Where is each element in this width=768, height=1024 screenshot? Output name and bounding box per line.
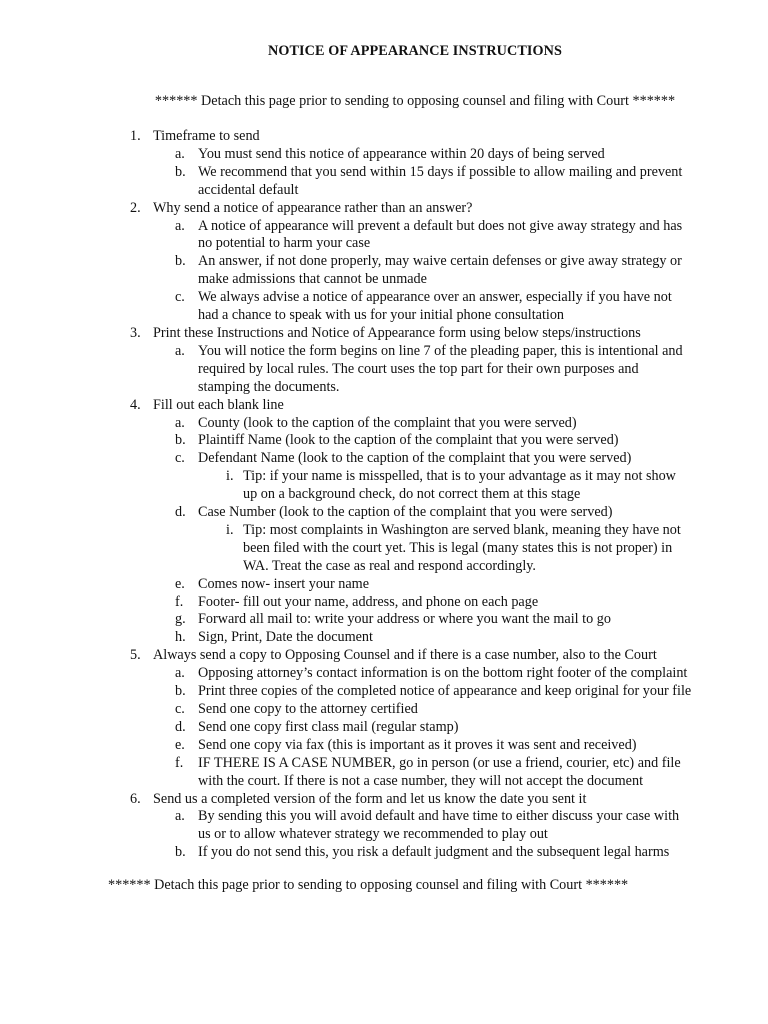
list-item-marker: b. (175, 683, 186, 700)
list-item (0, 755, 768, 791)
list-item-text: with the court. If there is not a case number, they will not accept the document (198, 772, 644, 789)
list-item-text: You must send this notice of appearance within 20 days of being served (198, 145, 605, 162)
list-item-text: You will notice the form begins on line 7 of the pleading paper, this is intentional and (198, 342, 683, 359)
list-item-marker: a. (175, 145, 185, 162)
list-item (0, 128, 768, 146)
list-item (0, 325, 768, 343)
list-item (0, 253, 768, 289)
list-item-text: Footer- fill out your name, address, and phone on each page (198, 593, 539, 610)
list-item-marker: 2. (130, 199, 141, 216)
list-item-marker: f. (175, 593, 184, 610)
list-item-text: stamping the documents. (198, 378, 340, 395)
list-item-marker: 1. (130, 128, 141, 144)
list-item-text: IF THERE IS A CASE NUMBER, go in person (or use a friend, courier, etc) and file (198, 754, 681, 771)
list-item-text: Defendant Name (look to the caption of the complaint that you were served) (198, 450, 632, 467)
list-item-marker: a. (175, 665, 185, 682)
list-item (0, 683, 768, 701)
list-item-text: Tip: if your name is misspelled, that is to your advantage as it may not show (243, 468, 676, 485)
list-item-text: Send one copy via fax (this is important as it proves it was sent and received) (198, 736, 637, 753)
list-item-marker: g. (175, 611, 186, 628)
list-item (0, 629, 768, 647)
list-item-text: up on a background check, do not correct them at this stage (243, 486, 581, 503)
list-item-text: Print these Instructions and Notice of Appearance form using below steps/instructions (153, 324, 641, 341)
list-item (0, 146, 768, 164)
list-item-marker: a. (175, 414, 185, 431)
list-item-marker: 4. (130, 396, 141, 413)
list-item-text: Send us a completed version of the form and let us know the date you sent it (153, 790, 587, 807)
list-item (0, 164, 768, 200)
list-item (0, 719, 768, 737)
list-item-text: Send one copy to the attorney certified (198, 701, 418, 717)
list-item (0, 594, 768, 612)
list-item-marker: c. (175, 450, 185, 467)
list-item-text: no potential to harm your case (198, 235, 371, 252)
list-item-text: Opposing attorney’s contact information is on the bottom right footer of the complaint (198, 665, 688, 682)
list-item (0, 665, 768, 683)
list-item-marker: f. (175, 754, 184, 771)
list-item-marker: b. (175, 844, 186, 861)
list-item-marker: 5. (130, 647, 141, 664)
list-item-text: Always send a copy to Opposing Counsel and if there is a case number, also to the Court (153, 647, 657, 664)
list-item (0, 289, 768, 325)
list-item-text: Send one copy first class mail (regular stamp) (198, 718, 459, 735)
list-item (0, 450, 768, 468)
list-item-marker: b. (175, 163, 186, 180)
list-item-text: If you do not send this, you risk a default judgment and the subsequent legal harms (198, 844, 670, 861)
list-item-marker: 3. (130, 324, 141, 341)
list-item-text: Fill out each blank line (153, 396, 284, 413)
list-item (0, 343, 768, 397)
list-item (0, 576, 768, 594)
list-item-text: An answer, if not done properly, may waive certain defenses or give away strategy or (198, 253, 682, 270)
list-item-marker: h. (175, 629, 186, 646)
list-item-text: accidental default (198, 181, 299, 198)
list-item (0, 397, 768, 415)
list-item-text: Comes now- insert your name (198, 575, 370, 592)
list-item-text: Why send a notice of appearance rather than an answer? (153, 199, 473, 216)
list-item-text: Timeframe to send (153, 128, 260, 144)
page-title: NOTICE OF APPEARANCE INSTRUCTIONS (267, 43, 563, 59)
list-item-text: WA. Treat the case as real and respond accordingly. (243, 557, 536, 574)
list-item (0, 701, 768, 719)
list-item-text: Print three copies of the completed notice of appearance and keep original for your file (198, 683, 692, 700)
instruction-list (0, 128, 768, 862)
list-item-marker: b. (175, 253, 186, 270)
list-item-text: us or to allow whatever strategy we recommended to play out (198, 826, 548, 843)
list-item-marker: e. (175, 736, 185, 753)
list-item-text: We always advise a notice of appearance over an answer, especially if you have not (198, 289, 672, 306)
list-item-text: make admissions that cannot be unmade (198, 271, 427, 288)
detach-notice-bottom: ****** Detach this page prior to sending to opposing counsel and filing with Court ****** (108, 877, 629, 893)
list-item (0, 647, 768, 665)
list-item (0, 468, 768, 504)
list-item (0, 218, 768, 254)
list-item-marker: e. (175, 575, 185, 592)
list-item (0, 808, 768, 844)
list-item-text: A notice of appearance will prevent a default but does not give away strategy and has (198, 217, 683, 234)
list-item (0, 844, 768, 862)
list-item-text: Case Number (look to the caption of the complaint that you were served) (198, 504, 613, 521)
list-item-marker: 6. (130, 790, 141, 807)
list-item-text: Tip: most complaints in Washington are served blank, meaning they have not (243, 521, 681, 538)
list-item-marker: a. (175, 217, 185, 234)
list-item-marker: c. (175, 289, 185, 306)
list-item-marker: b. (175, 432, 186, 449)
list-item (0, 737, 768, 755)
list-item (0, 415, 768, 433)
list-item (0, 200, 768, 218)
list-item (0, 504, 768, 522)
list-item-marker: d. (175, 504, 186, 521)
list-item-text: been filed with the court yet. This is legal (many states this is not proper) in (243, 539, 673, 556)
list-item-text: County (look to the caption of the complaint that you were served) (198, 414, 577, 431)
list-item-marker: c. (175, 701, 185, 717)
list-item-text: Forward all mail to: write your address or where you want the mail to go (198, 611, 611, 628)
list-item (0, 791, 768, 809)
list-item-marker: a. (175, 808, 185, 825)
list-item-text: By sending this you will avoid default and have time to either discuss your case with (198, 808, 680, 825)
list-item (0, 611, 768, 629)
list-item-marker: a. (175, 342, 185, 359)
list-item (0, 432, 768, 450)
list-item-marker: i. (226, 521, 234, 538)
list-item-text: had a chance to speak with us for your initial phone consultation (198, 307, 565, 324)
list-item (0, 522, 768, 576)
list-item-text: required by local rules. The court uses the top part for their own purposes and (198, 360, 639, 377)
list-item-text: Plaintiff Name (look to the caption of the complaint that you were served) (198, 432, 619, 449)
list-item-marker: d. (175, 718, 186, 735)
list-item-text: We recommend that you send within 15 days if possible to allow mailing and prevent (198, 163, 683, 180)
list-item-marker: i. (226, 468, 234, 485)
list-item-text: Sign, Print, Date the document (198, 629, 373, 646)
detach-notice-top: ****** Detach this page prior to sending to opposing counsel and filing with Court ****** (154, 93, 676, 109)
